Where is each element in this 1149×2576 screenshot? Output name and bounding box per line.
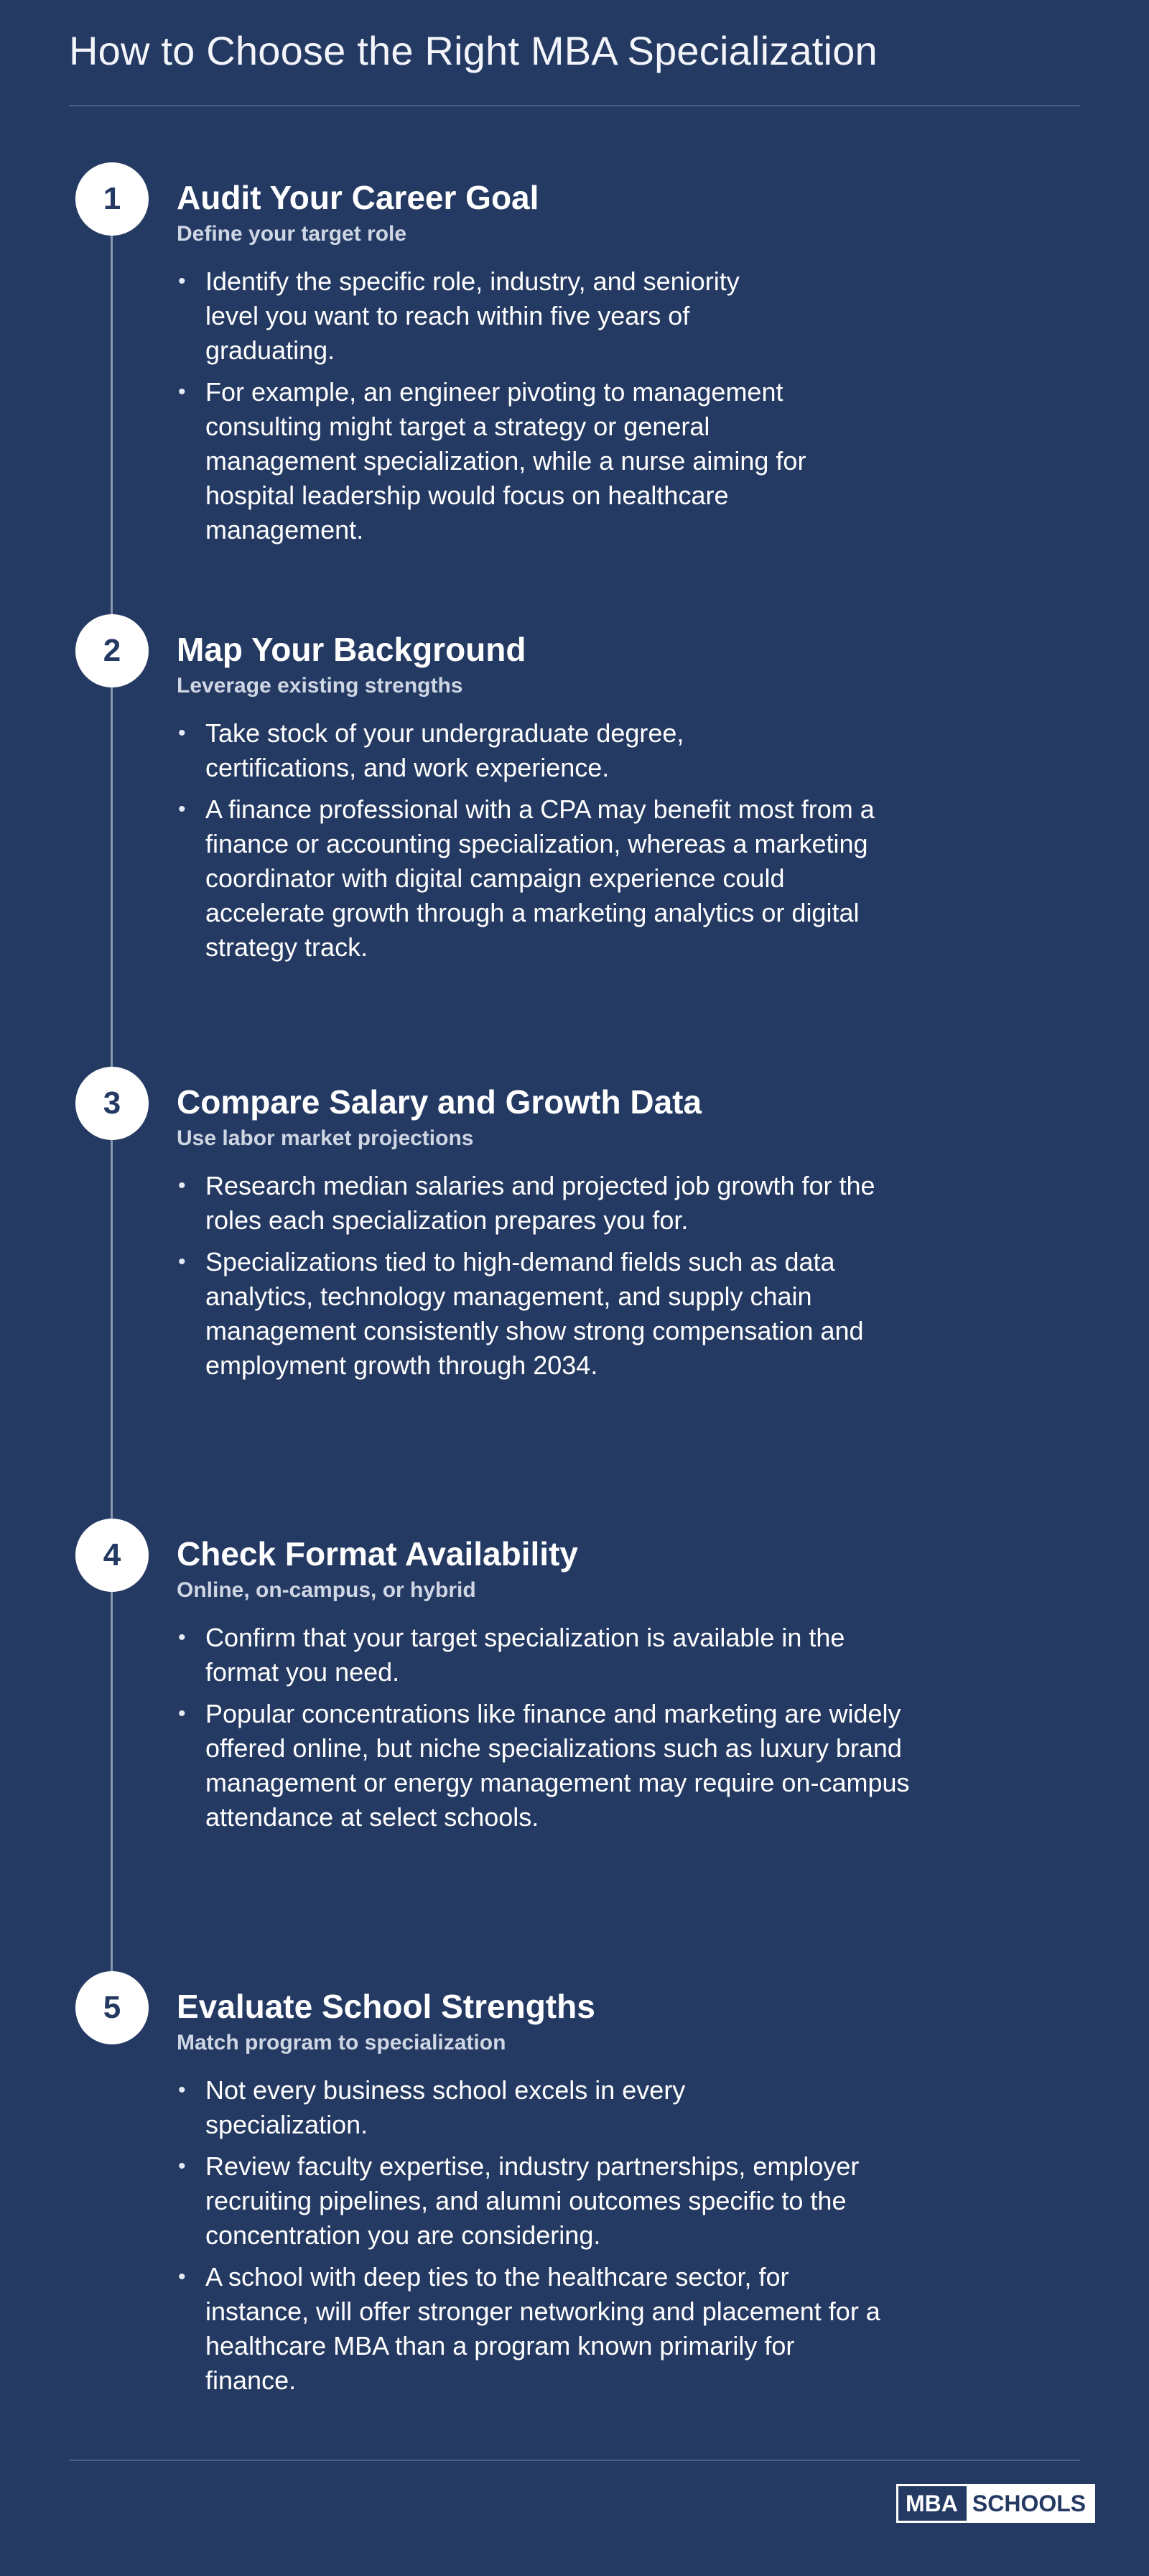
bullet-text: Research median salaries and projected job growth for the roles each specialization prepares you for.	[205, 1171, 875, 1235]
bullet-text: A school with deep ties to the healthcare sector, for instance, will offer stronger networking and placement for a healthcare MBA than a program known primarily for finance.	[205, 2262, 880, 2395]
step-subtitle: Define your target role	[177, 222, 407, 246]
header-divider	[69, 105, 1080, 106]
list-item	[177, 716, 722, 785]
step-title: Audit Your Career Goal	[177, 179, 539, 216]
bullet-text: Popular concentrations like finance and marketing are widely offered online, but niche specializations such as luxury brand management or energy management may require on-campus attendance at select schools.	[205, 1699, 910, 1832]
bullet-text: Take stock of your undergraduate degree, certifications, and work experience.	[205, 718, 684, 782]
logo-text-schools: SCHOOLS	[967, 2486, 1093, 2521]
step-number-circle: 3	[75, 1067, 149, 1140]
step-bullet-list	[177, 264, 952, 547]
list-item	[177, 1697, 924, 1835]
step-subtitle: Use labor market projections	[177, 1126, 474, 1150]
step-content	[177, 1986, 952, 2405]
bullet-icon: •	[178, 2078, 186, 2102]
step-subtitle: Online, on-campus, or hybrid	[177, 1578, 476, 1602]
step-bullet-list	[177, 2073, 952, 2398]
bullet-icon: •	[178, 269, 186, 293]
step-content	[177, 1533, 952, 1842]
bullet-text: Review faculty expertise, industry partnerships, employer recruiting pipelines, and alumni outcomes specific to the concentration you are considering.	[205, 2151, 860, 2250]
bullet-icon: •	[178, 721, 186, 745]
step-subtitle: Match program to specialization	[177, 2031, 506, 2054]
step-number-circle: 2	[75, 614, 149, 687]
list-item	[177, 2260, 880, 2398]
bullet-icon: •	[178, 1702, 186, 1725]
list-item	[177, 1621, 866, 1690]
footer-divider	[69, 2460, 1080, 2461]
list-item	[177, 264, 794, 368]
bullet-text: A finance professional with a CPA may benefit most from a finance or accounting specialization, whereas a marketing coordinator with digital campaign experience could accelerate growth through a marketing analytics or digital strategy track.	[205, 794, 875, 962]
step-title: Map Your Background	[177, 631, 526, 668]
bullet-icon: •	[178, 1626, 186, 1649]
step-subtitle: Leverage existing strengths	[177, 674, 463, 698]
step-title: Evaluate School Strengths	[177, 1988, 595, 2025]
list-item	[177, 375, 866, 547]
bullet-icon: •	[178, 2265, 186, 2289]
bullet-icon: •	[178, 380, 186, 404]
logo-text-mba: MBA	[898, 2486, 967, 2521]
list-item	[177, 792, 895, 965]
bullet-text: Specializations tied to high-demand fields such as data analytics, technology management, and supply chain management consistently show strong compensation and employment growth through 2034.	[205, 1247, 864, 1380]
bullet-icon: •	[178, 797, 186, 821]
step-number-circle: 4	[75, 1519, 149, 1592]
step-bullet-list	[177, 1169, 952, 1383]
step-number-circle: 5	[75, 1971, 149, 2044]
list-item	[177, 1245, 909, 1383]
step-title: Check Format Availability	[177, 1535, 578, 1572]
bullet-text: Not every business school excels in every specialization.	[205, 2075, 686, 2139]
list-item	[177, 2073, 751, 2142]
bullet-text: Identify the specific role, industry, and seniority level you want to reach within five years of graduating.	[205, 267, 740, 365]
page-title: How to Choose the Right MBA Specialization	[69, 28, 878, 73]
step-content	[177, 629, 952, 972]
list-item	[177, 2149, 866, 2253]
list-item	[177, 1169, 895, 1238]
step-content	[177, 1081, 952, 1390]
bullet-icon: •	[178, 1250, 186, 1274]
bullet-icon: •	[178, 2154, 186, 2178]
mba-schools-logo	[896, 2484, 1095, 2523]
step-title: Compare Salary and Growth Data	[177, 1083, 702, 1121]
bullet-text: Confirm that your target specialization is available in the format you need.	[205, 1623, 845, 1687]
bullet-text: For example, an engineer pivoting to management consulting might target a strategy or general management specialization, while a nurse aiming for hospital leadership would focus on healthcare management.	[205, 377, 806, 545]
step-bullet-list	[177, 1621, 952, 1835]
step-number-circle: 1	[75, 162, 149, 236]
step-content	[177, 177, 952, 555]
bullet-icon: •	[178, 1174, 186, 1197]
step-bullet-list	[177, 716, 952, 965]
